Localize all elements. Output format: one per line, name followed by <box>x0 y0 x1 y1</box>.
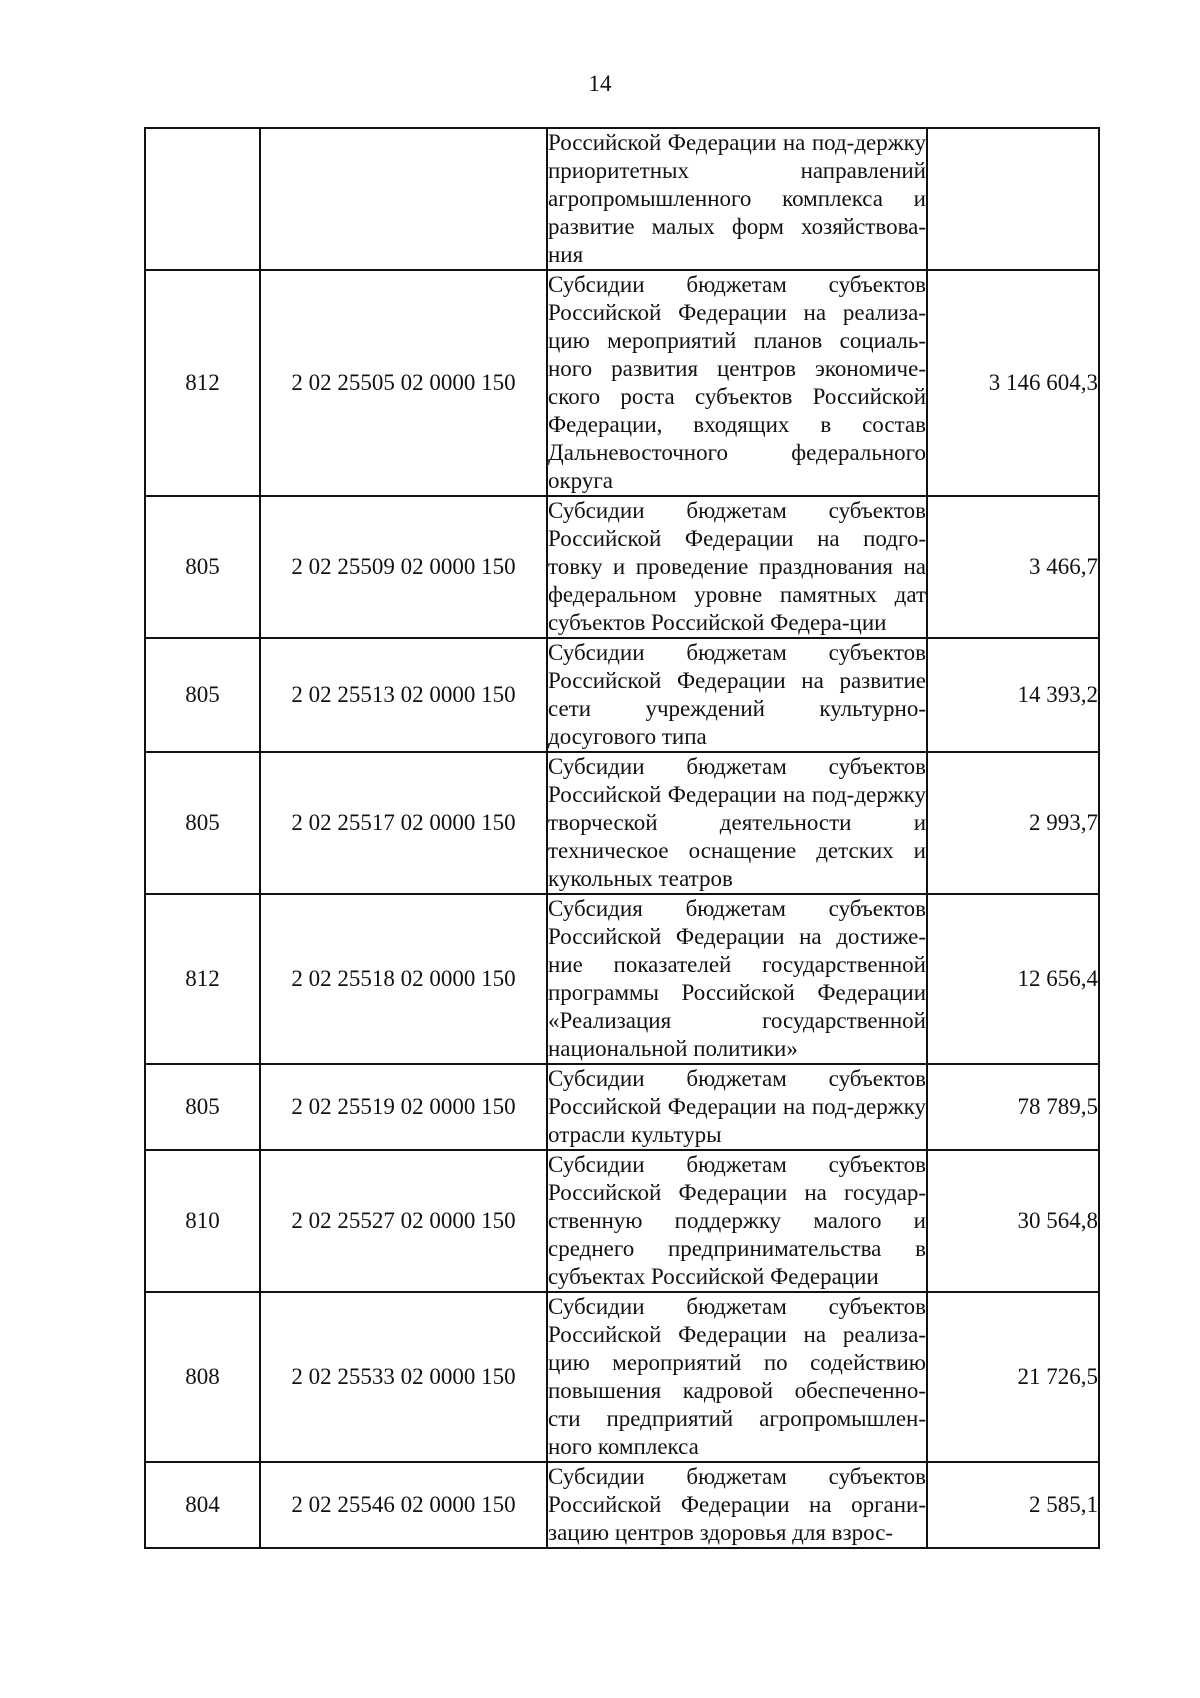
revenue-code-cell: 2 02 25533 02 0000 150 <box>260 1292 547 1462</box>
table-row <box>145 270 1099 496</box>
revenue-code-cell: 2 02 25527 02 0000 150 <box>260 1150 547 1292</box>
amount-cell: 78 789,5 <box>927 1064 1099 1150</box>
revenue-code-cell: 2 02 25519 02 0000 150 <box>260 1064 547 1150</box>
table-row <box>145 1292 1099 1462</box>
revenue-name-cell: Субсидии бюджетам субъектов Российской Федерации на под-держку творческой деятельности и техническое оснащение детских и кукольных театров <box>547 752 927 894</box>
revenue-code-cell <box>260 128 547 270</box>
admin-code-cell: 810 <box>145 1150 260 1292</box>
revenue-code-cell: 2 02 25509 02 0000 150 <box>260 496 547 638</box>
amount-cell <box>927 128 1099 270</box>
revenue-name-cell: Субсидии бюджетам субъектов Российской Федерации на реализа-цию мероприятий планов социаль-ного развития центров экономиче-ского роста субъектов Российской Федерации, входящих в состав Дальневосточного федерального округа <box>547 270 927 496</box>
revenue-name-cell: Субсидии бюджетам субъектов Российской Федерации на реализа-цию мероприятий по содействию повышения кадровой обеспеченно-сти предприятий агропромышлен-ного комплекса <box>547 1292 927 1462</box>
admin-code-cell: 808 <box>145 1292 260 1462</box>
revenue-code-cell: 2 02 25513 02 0000 150 <box>260 638 547 752</box>
revenue-name-cell: Субсидии бюджетам субъектов Российской Федерации на государ-ственную поддержку малого и среднего предпринимательства в субъектах Российской Федерации <box>547 1150 927 1292</box>
revenue-code-cell: 2 02 25518 02 0000 150 <box>260 894 547 1064</box>
admin-code-cell: 805 <box>145 496 260 638</box>
revenue-name-cell: Российской Федерации на под-держку приоритетных направлений агропромышленного комплекса и развитие малых форм хозяйствова-ния <box>547 128 927 270</box>
revenue-name-cell: Субсидии бюджетам субъектов Российской Федерации на под-держку отрасли культуры <box>547 1064 927 1150</box>
admin-code-cell: 812 <box>145 894 260 1064</box>
revenue-name-cell: Субсидия бюджетам субъектов Российской Федерации на достиже-ние показателей государственной программы Российской Федерации «Реализация государственной национальной политики» <box>547 894 927 1064</box>
table-row <box>145 752 1099 894</box>
admin-code-cell: 804 <box>145 1462 260 1548</box>
table-row <box>145 1462 1099 1548</box>
amount-cell: 2 585,1 <box>927 1462 1099 1548</box>
budget-revenue-table <box>144 127 1100 1549</box>
admin-code-cell <box>145 128 260 270</box>
revenue-name-cell: Субсидии бюджетам субъектов Российской Федерации на органи-зацию центров здоровья для взрос- <box>547 1462 927 1548</box>
admin-code-cell: 805 <box>145 638 260 752</box>
amount-cell: 30 564,8 <box>927 1150 1099 1292</box>
amount-cell: 3 146 604,3 <box>927 270 1099 496</box>
table-row <box>145 894 1099 1064</box>
admin-code-cell: 805 <box>145 752 260 894</box>
table-row <box>145 128 1099 270</box>
revenue-name-cell: Субсидии бюджетам субъектов Российской Федерации на подго-товку и проведение празднования на федеральном уровне памятных дат субъектов Российской Федера-ции <box>547 496 927 638</box>
admin-code-cell: 812 <box>145 270 260 496</box>
page-number: 14 <box>588 71 612 96</box>
table-body <box>145 128 1099 1548</box>
revenue-code-cell: 2 02 25517 02 0000 150 <box>260 752 547 894</box>
revenue-code-cell: 2 02 25546 02 0000 150 <box>260 1462 547 1548</box>
admin-code-cell: 805 <box>145 1064 260 1150</box>
amount-cell: 3 466,7 <box>927 496 1099 638</box>
amount-cell: 21 726,5 <box>927 1292 1099 1462</box>
table-row <box>145 1064 1099 1150</box>
revenue-code-cell: 2 02 25505 02 0000 150 <box>260 270 547 496</box>
table-row <box>145 496 1099 638</box>
amount-cell: 14 393,2 <box>927 638 1099 752</box>
table-row <box>145 1150 1099 1292</box>
amount-cell: 2 993,7 <box>927 752 1099 894</box>
table-row <box>145 638 1099 752</box>
revenue-name-cell: Субсидии бюджетам субъектов Российской Федерации на развитие сети учреждений культурно-досугового типа <box>547 638 927 752</box>
amount-cell: 12 656,4 <box>927 894 1099 1064</box>
